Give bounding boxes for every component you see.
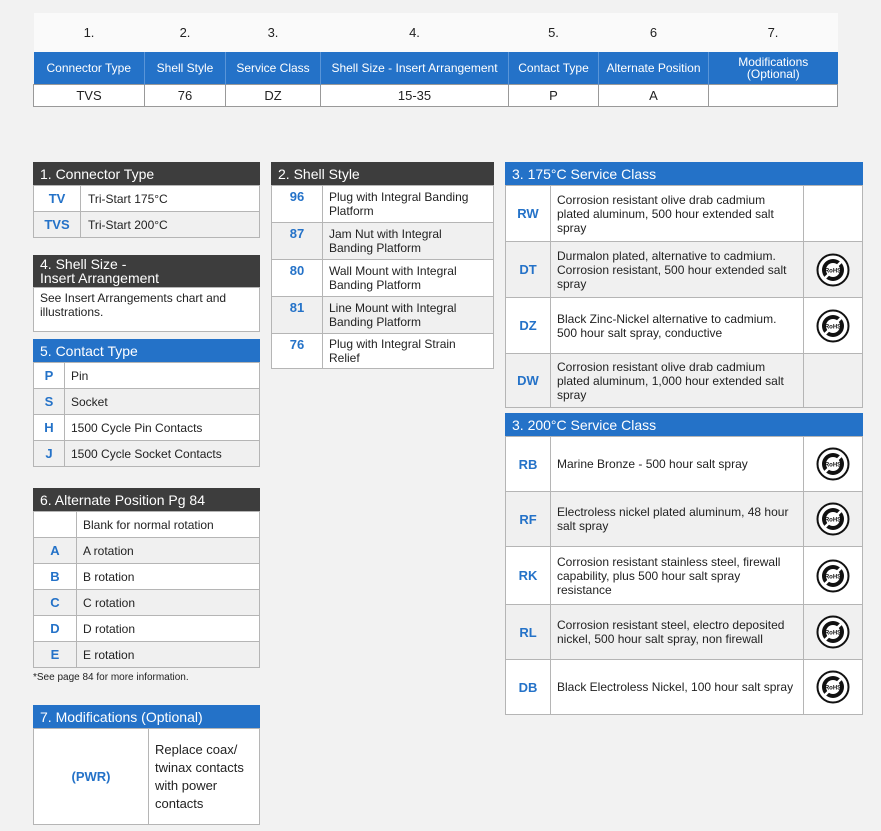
shell-style-section xyxy=(271,162,494,369)
contact-desc: 1500 Cycle Pin Contacts xyxy=(65,415,260,441)
service-code: RW xyxy=(506,186,551,242)
alternate-position-note: *See page 84 for more information. xyxy=(33,672,189,683)
alt-code: C xyxy=(34,590,77,616)
alt-desc: E rotation xyxy=(77,642,260,668)
alternate-position-section xyxy=(33,488,260,683)
service-200-section xyxy=(505,413,863,715)
service-code: DZ xyxy=(506,298,551,354)
pn-number: 3. xyxy=(226,13,321,52)
service-badge-cell xyxy=(804,660,863,715)
shell-desc: Plug with Integral Strain Relief xyxy=(323,334,494,369)
rohs-icon xyxy=(805,559,861,593)
alt-code: B xyxy=(34,564,77,590)
shell-size-section xyxy=(33,255,260,332)
alt-desc: B rotation xyxy=(77,564,260,590)
shell-size-title-line2: Insert Arrangement xyxy=(40,270,160,286)
pn-header: Shell Size - Insert Arrangement xyxy=(321,52,509,85)
svg-text:RoHS: RoHS xyxy=(824,574,842,580)
shell-style-title: 2. Shell Style xyxy=(271,162,494,185)
contact-desc: 1500 Cycle Socket Contacts xyxy=(65,441,260,467)
pn-number: 2. xyxy=(145,13,226,52)
pn-header: Alternate Position xyxy=(599,52,709,85)
service-badge-cell xyxy=(804,547,863,605)
alt-code xyxy=(34,512,77,538)
rohs-icon xyxy=(805,447,861,481)
rohs-icon xyxy=(805,670,861,704)
service-code: DT xyxy=(506,242,551,298)
service-code: DW xyxy=(506,354,551,408)
service-desc: Corrosion resistant olive drab cadmium plated aluminum, 1,000 hour extended salt spray xyxy=(551,354,804,408)
pn-value: P xyxy=(509,85,599,107)
shell-code: 96 xyxy=(272,186,323,223)
alt-desc: Blank for normal rotation xyxy=(77,512,260,538)
svg-text:RoHS: RoHS xyxy=(824,517,842,524)
service-badge-cell xyxy=(804,186,863,242)
shell-size-text: See Insert Arrangements chart and illustrations. xyxy=(33,287,260,332)
alt-desc: D rotation xyxy=(77,616,260,642)
pn-header: Contact Type xyxy=(509,52,599,85)
pn-number: 1. xyxy=(34,13,145,52)
pn-header: Connector Type xyxy=(34,52,145,85)
alt-code: A xyxy=(34,538,77,564)
shell-code: 80 xyxy=(272,260,323,297)
service-badge-cell xyxy=(804,354,863,408)
service-badge-cell xyxy=(804,437,863,492)
service-badge-cell xyxy=(804,242,863,298)
service-desc: Black Electroless Nickel, 100 hour salt spray xyxy=(551,660,804,715)
service-badge-cell xyxy=(804,298,863,354)
service-code: RK xyxy=(506,547,551,605)
connector-type-section xyxy=(33,162,260,238)
rohs-icon xyxy=(805,309,861,343)
alt-desc: C rotation xyxy=(77,590,260,616)
contact-type-section xyxy=(33,339,260,467)
service-175-section xyxy=(505,162,863,408)
service-desc: Durmalon plated, alternative to cadmium. Corrosion resistant, 500 hour extended salt spray xyxy=(551,242,804,298)
pn-value: DZ xyxy=(226,85,321,107)
shell-code: 76 xyxy=(272,334,323,369)
contact-desc: Socket xyxy=(65,389,260,415)
contact-code: J xyxy=(34,441,65,467)
shell-size-title xyxy=(33,255,260,287)
svg-text:RoHS: RoHS xyxy=(824,324,842,330)
service-desc: Corrosion resistant steel, electro deposited nickel, 500 hour salt spray, non firewall xyxy=(551,605,804,660)
pn-value: 15-35 xyxy=(321,85,509,107)
pn-value: 76 xyxy=(145,85,226,107)
rohs-icon xyxy=(805,502,861,536)
pn-number: 5. xyxy=(509,13,599,52)
service-badge-cell xyxy=(804,492,863,547)
modification-desc: Replace coax/ twinax contacts with power contacts xyxy=(149,729,260,825)
shell-desc: Line Mount with Integral Banding Platform xyxy=(323,297,494,334)
rohs-icon xyxy=(805,615,861,649)
service-200-title: 3. 200°C Service Class xyxy=(505,413,863,436)
service-desc: Black Zinc-Nickel alternative to cadmium. 500 hour salt spray, conductive xyxy=(551,298,804,354)
shell-size-title-line1: 4. Shell Size - xyxy=(40,256,127,272)
contact-type-title: 5. Contact Type xyxy=(33,339,260,362)
svg-text:RoHS: RoHS xyxy=(824,268,842,274)
contact-desc: Pin xyxy=(65,363,260,389)
service-code: RB xyxy=(506,437,551,492)
service-desc: Corrosion resistant olive drab cadmium plated aluminum, 500 hour extended salt spray xyxy=(551,186,804,242)
service-code: RF xyxy=(506,492,551,547)
service-code: DB xyxy=(506,660,551,715)
pn-number: 6 xyxy=(599,13,709,52)
part-number-table xyxy=(33,13,837,107)
pn-header: Modifications (Optional) xyxy=(709,52,838,85)
rohs-icon xyxy=(805,253,861,287)
connector-code: TV xyxy=(34,186,81,212)
shell-code: 81 xyxy=(272,297,323,334)
pn-header: Service Class xyxy=(226,52,321,85)
pn-value: A xyxy=(599,85,709,107)
service-code: RL xyxy=(506,605,551,660)
service-badge-cell xyxy=(804,605,863,660)
shell-desc: Plug with Integral Banding Platform xyxy=(323,186,494,223)
pn-value xyxy=(709,85,838,107)
pn-number: 4. xyxy=(321,13,509,52)
contact-code: S xyxy=(34,389,65,415)
alt-code: E xyxy=(34,642,77,668)
shell-desc: Wall Mount with Integral Banding Platform xyxy=(323,260,494,297)
pn-header: Shell Style xyxy=(145,52,226,85)
connector-type-title: 1. Connector Type xyxy=(33,162,260,185)
modifications-section xyxy=(33,705,260,825)
alt-desc: A rotation xyxy=(77,538,260,564)
contact-code: H xyxy=(34,415,65,441)
svg-text:RoHS: RoHS xyxy=(824,630,842,637)
modification-code: (PWR) xyxy=(34,729,149,825)
pn-value: TVS xyxy=(34,85,145,107)
shell-code: 87 xyxy=(272,223,323,260)
pn-number: 7. xyxy=(709,13,838,52)
connector-code: TVS xyxy=(34,212,81,238)
service-175-title: 3. 175°C Service Class xyxy=(505,162,863,185)
alternate-position-title: 6. Alternate Position Pg 84 xyxy=(33,488,260,511)
svg-text:RoHS: RoHS xyxy=(824,685,842,692)
service-desc: Marine Bronze - 500 hour salt spray xyxy=(551,437,804,492)
contact-code: P xyxy=(34,363,65,389)
connector-desc: Tri-Start 200°C xyxy=(81,212,260,238)
shell-desc: Jam Nut with Integral Banding Platform xyxy=(323,223,494,260)
service-desc: Corrosion resistant stainless steel, firewall capability, plus 500 hour salt spray resistance xyxy=(551,547,804,605)
service-desc: Electroless nickel plated aluminum, 48 hour salt spray xyxy=(551,492,804,547)
connector-desc: Tri-Start 175°C xyxy=(81,186,260,212)
svg-text:RoHS: RoHS xyxy=(824,462,842,469)
alt-code: D xyxy=(34,616,77,642)
modifications-title: 7. Modifications (Optional) xyxy=(33,705,260,728)
